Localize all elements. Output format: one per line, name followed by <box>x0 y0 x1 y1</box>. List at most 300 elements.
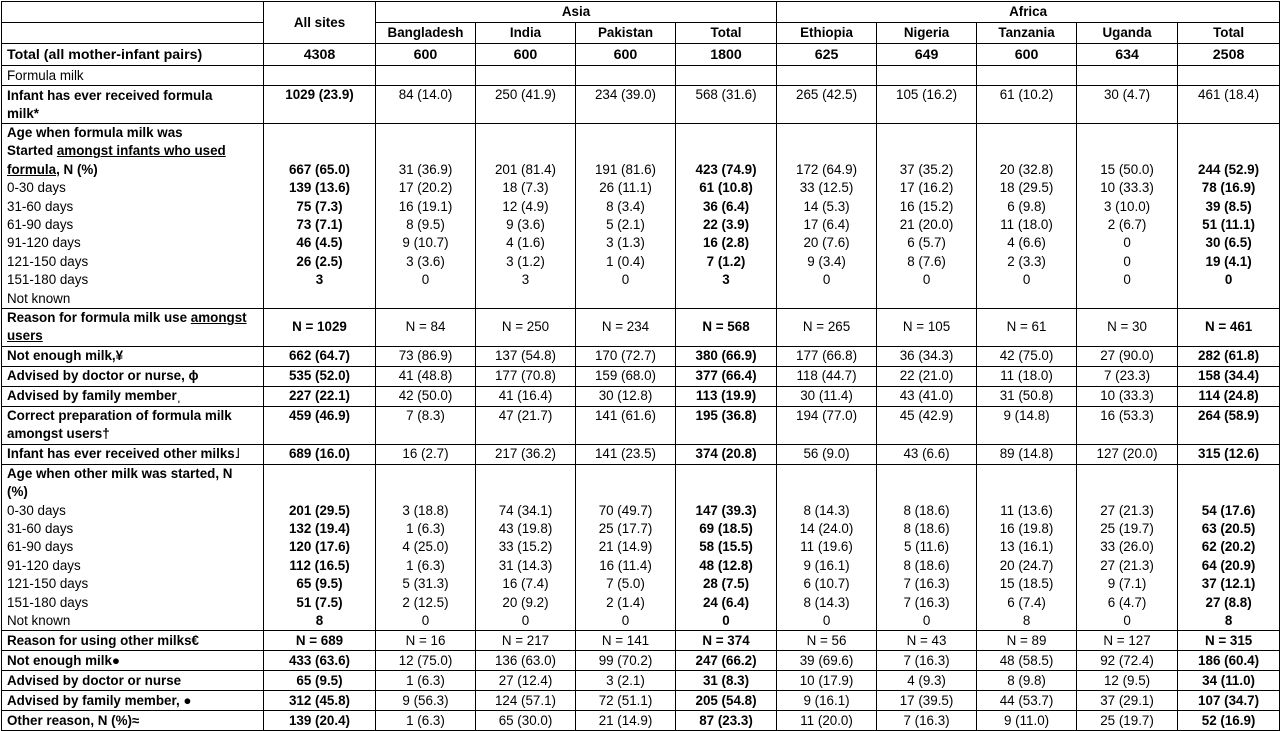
cell: N = 250 <box>476 308 576 346</box>
cell <box>476 464 576 631</box>
cell-line: 9 (3.6) <box>506 216 545 232</box>
cell-line: 31 (36.9) <box>398 161 453 177</box>
cell-line <box>782 290 871 308</box>
cell-line: 37 (12.1) <box>1201 576 1256 592</box>
cell-line: 8 (18.6) <box>903 557 950 573</box>
cell: 44 (53.7) <box>977 691 1077 711</box>
cell <box>1178 464 1280 631</box>
table-row <box>2 86 1280 124</box>
cell-line: 0 <box>1224 272 1233 288</box>
cell-line: 11 (19.6) <box>800 539 853 555</box>
col-pakistan: Pakistan <box>576 23 676 44</box>
cell: N = 127 <box>1077 631 1178 651</box>
cell-line: 17 (6.4) <box>803 216 850 232</box>
cell-line: 27 (8.8) <box>1205 594 1252 610</box>
cell-line: 7 (1.2) <box>706 253 746 269</box>
cell-line: 4 (1.6) <box>506 235 545 251</box>
cell: N = 568 <box>676 308 777 346</box>
cell-line: 3 <box>521 272 530 288</box>
formula-milk-table <box>1 1 1280 731</box>
cell-line: 6 (10.7) <box>803 576 850 592</box>
cell-line: 33 (12.5) <box>799 180 854 196</box>
cell: 41 (48.8) <box>376 366 476 386</box>
cell: 11 (20.0) <box>777 711 877 731</box>
cell: 10 (17.9) <box>777 671 877 691</box>
cell: 27 (12.4) <box>476 671 576 691</box>
cell: 177 (70.8) <box>476 366 576 386</box>
cell: 2508 <box>1178 44 1280 66</box>
cell-line: 0 <box>922 272 931 288</box>
cell: N = 89 <box>977 631 1077 651</box>
cell: 43 (6.6) <box>877 444 977 464</box>
cell: N = 461 <box>1178 308 1280 346</box>
cell: 461 (18.4) <box>1178 86 1280 124</box>
cell-line: 0 <box>1123 253 1131 269</box>
cell-line <box>581 290 670 308</box>
cell-line: 31 (14.3) <box>498 557 553 573</box>
cell-line: 36 (6.4) <box>702 198 750 214</box>
cell-line <box>681 290 771 308</box>
cell-line: 33 (26.0) <box>1100 539 1154 555</box>
cell <box>264 464 376 631</box>
cell: 7 (16.3) <box>877 711 977 731</box>
cell: 37 (29.1) <box>1077 691 1178 711</box>
cell: 9 (56.3) <box>376 691 476 711</box>
cell: 124 (57.1) <box>476 691 576 711</box>
row-label: Advised by family memberˌ <box>2 386 264 406</box>
cell-line: 27 (21.3) <box>1100 557 1154 573</box>
cell-line <box>269 290 370 308</box>
cell: 141 (23.5) <box>576 444 676 464</box>
cell-line: 0 <box>621 613 630 629</box>
col-tanzania: Tanzania <box>977 23 1077 44</box>
cell: N = 43 <box>877 631 977 651</box>
cell: 73 (86.9) <box>376 346 476 366</box>
cell: 380 (66.9) <box>676 346 777 366</box>
cell: 4308 <box>264 44 376 66</box>
cell-line: 2 (12.5) <box>402 594 449 610</box>
cell: 568 (31.6) <box>676 86 777 124</box>
cell: 84 (14.0) <box>376 86 476 124</box>
cell: 264 (58.9) <box>1178 406 1280 444</box>
cell-line: 7 (16.3) <box>903 576 950 592</box>
table-row <box>2 631 1280 651</box>
cell-line: 3 (18.8) <box>402 502 449 518</box>
cell-line: 20 (24.7) <box>999 557 1054 573</box>
cell-line: 8 <box>315 613 324 629</box>
cell-line: 0 <box>621 272 630 288</box>
cell: 136 (63.0) <box>476 651 576 671</box>
cell-line: 8 (18.6) <box>903 502 950 518</box>
cell-line: 423 (74.9) <box>695 161 757 177</box>
cell: 11 (18.0) <box>977 366 1077 386</box>
cell-line: 15 (50.0) <box>1100 161 1154 177</box>
col-uganda: Uganda <box>1077 23 1178 44</box>
cell: N = 30 <box>1077 308 1178 346</box>
cell-line: 5 (11.6) <box>903 539 950 555</box>
cell: 31 (8.3) <box>676 671 777 691</box>
cell: 65 (30.0) <box>476 711 576 731</box>
table-row <box>2 308 1280 346</box>
cell-line: 10 (33.3) <box>1100 180 1154 196</box>
cell-line <box>481 290 570 308</box>
cell: 39 (69.6) <box>777 651 877 671</box>
cell: N = 315 <box>1178 631 1280 651</box>
cell <box>576 464 676 631</box>
table-row <box>2 691 1280 711</box>
cell: 9 (14.8) <box>977 406 1077 444</box>
cell <box>1077 124 1178 309</box>
cell-line: 3 <box>315 272 324 288</box>
cell: 42 (50.0) <box>376 386 476 406</box>
cell-line: 0 <box>822 613 831 629</box>
row-label: Infant has ever received formula milk* <box>2 86 264 124</box>
cell-line: 7 (5.0) <box>606 576 645 592</box>
cell-line: 75 (7.3) <box>296 198 343 214</box>
cell-line: 191 (81.6) <box>594 161 657 177</box>
cell-line: 3 (1.2) <box>506 253 545 269</box>
cell: N = 689 <box>264 631 376 651</box>
cell <box>1178 124 1280 309</box>
cell: 48 (58.5) <box>977 651 1077 671</box>
row-label: Advised by doctor or nurse, ɸ <box>2 366 264 386</box>
row-label: Correct preparation of formula milk amongst users† <box>2 406 264 444</box>
cell-line: 37 (35.2) <box>899 161 954 177</box>
cell-line: 8 (7.6) <box>907 253 946 269</box>
cell-line: 16 (15.2) <box>899 198 954 214</box>
cell-line: 0 <box>822 272 831 288</box>
cell-line: 201 (81.4) <box>494 161 557 177</box>
cell-line: 120 (17.6) <box>288 539 351 555</box>
cell: 12 (9.5) <box>1077 671 1178 691</box>
cell-line <box>882 290 971 308</box>
cell-line: 51 (11.1) <box>1202 216 1255 232</box>
cell-line: 24 (6.4) <box>702 594 750 610</box>
cell-line: 26 (2.5) <box>296 253 343 269</box>
cell: N = 16 <box>376 631 476 651</box>
cell <box>676 464 777 631</box>
row-label: Not enough milk● <box>2 651 264 671</box>
cell <box>977 124 1077 309</box>
cell: 21 (14.9) <box>576 711 676 731</box>
cell: 52 (16.9) <box>1178 711 1280 731</box>
cell-line: 5 (2.1) <box>606 216 645 232</box>
cell-line: 16 (2.8) <box>702 235 750 251</box>
cell: 72 (51.1) <box>576 691 676 711</box>
cell-line: 16 (19.1) <box>398 198 453 214</box>
cell-line: 25 (17.7) <box>598 521 653 537</box>
row-label: Age when other milk was started, N (%) 0-30 days 31-60 days 61-90 days 91-120 days 121-150 days 151-180 days Not known <box>2 464 264 631</box>
section-title: Formula milk <box>2 66 264 86</box>
row-label: Not enough milk,¥ <box>2 346 264 366</box>
cell-line: 0 <box>722 613 730 629</box>
cell-line: 9 (3.4) <box>807 253 846 269</box>
table-row <box>2 651 1280 671</box>
cell: 16 (53.3) <box>1077 406 1178 444</box>
cell: 227 (22.1) <box>264 386 376 406</box>
cell-line: 74 (34.1) <box>498 502 553 518</box>
cell-line: 51 (7.5) <box>296 594 343 610</box>
cell-line: 11 (18.0) <box>1000 216 1053 232</box>
cell-line: 1 (6.3) <box>406 521 445 537</box>
cell-line: 8 <box>1022 613 1031 629</box>
row-label: Advised by doctor or nurse <box>2 671 264 691</box>
cell: N = 61 <box>977 308 1077 346</box>
cell: 600 <box>576 44 676 66</box>
cell: 4 (9.3) <box>877 671 977 691</box>
col-africa-total: Total <box>1178 23 1280 44</box>
col-ethiopia: Ethiopia <box>777 23 877 44</box>
cell: 250 (41.9) <box>476 86 576 124</box>
row-label: Advised by family member, ● <box>2 691 264 711</box>
cell-line: 16 (19.8) <box>999 521 1054 537</box>
cell: 159 (68.0) <box>576 366 676 386</box>
table-row <box>2 346 1280 366</box>
cell: 265 (42.5) <box>777 86 877 124</box>
cell-line: 0 <box>1123 235 1131 251</box>
cell-line: 14 (24.0) <box>799 521 854 537</box>
cell: 649 <box>877 44 977 66</box>
cell: 600 <box>977 44 1077 66</box>
cell-line: 139 (13.6) <box>288 180 351 196</box>
cell-line: 78 (16.9) <box>1201 180 1256 196</box>
cell: 377 (66.4) <box>676 366 777 386</box>
cell: 56 (9.0) <box>777 444 877 464</box>
col-bangladesh: Bangladesh <box>376 23 476 44</box>
cell-line: 61 (10.8) <box>699 180 753 196</box>
cell: 105 (16.2) <box>877 86 977 124</box>
cell: 535 (52.0) <box>264 366 376 386</box>
cell-line: 667 (65.0) <box>288 161 351 177</box>
cell: 30 (11.4) <box>777 386 877 406</box>
cell-line: 0 <box>1022 272 1031 288</box>
cell-line: 13 (16.1) <box>999 539 1054 555</box>
cell-line: 244 (52.9) <box>1198 161 1260 177</box>
cell: N = 234 <box>576 308 676 346</box>
cell-line: 6 (7.4) <box>1007 594 1046 610</box>
cell: 158 (34.4) <box>1178 366 1280 386</box>
cell-line: 201 (29.5) <box>288 502 351 518</box>
cell: 312 (45.8) <box>264 691 376 711</box>
cell-line: 14 (5.3) <box>803 198 850 214</box>
cell-line: 20 (9.2) <box>502 594 549 610</box>
cell: 12 (75.0) <box>376 651 476 671</box>
cell: 30 (12.8) <box>576 386 676 406</box>
cell-line: 25 (19.7) <box>1100 521 1154 537</box>
cell: 61 (10.2) <box>977 86 1077 124</box>
table-row <box>2 671 1280 691</box>
cell: 194 (77.0) <box>777 406 877 444</box>
cell <box>576 124 676 309</box>
cell-line: 39 (8.5) <box>1205 198 1252 214</box>
cell-line: 9 (7.1) <box>1107 576 1147 592</box>
cell <box>264 124 376 309</box>
cell-line: 8 (9.5) <box>406 216 445 232</box>
cell: 41 (16.4) <box>476 386 576 406</box>
cell-line: 62 (20.2) <box>1201 539 1256 555</box>
cell: 315 (12.6) <box>1178 444 1280 464</box>
cell: 16 (2.7) <box>376 444 476 464</box>
cell <box>777 124 877 309</box>
cell: 31 (50.8) <box>977 386 1077 406</box>
group-asia: Asia <box>376 2 777 23</box>
cell-line: 64 (20.9) <box>1201 557 1256 573</box>
cell: N = 56 <box>777 631 877 651</box>
cell: 689 (16.0) <box>264 444 376 464</box>
corner-cell-2 <box>2 23 264 44</box>
cell: 139 (20.4) <box>264 711 376 731</box>
table-row <box>2 386 1280 406</box>
cell-line <box>1183 290 1274 308</box>
cell-line: 0 <box>1123 272 1131 288</box>
table-row <box>2 406 1280 444</box>
cell: 87 (23.3) <box>676 711 777 731</box>
cell <box>676 124 777 309</box>
cell-line: 6 (4.7) <box>1107 594 1147 610</box>
cell: 8 (9.8) <box>977 671 1077 691</box>
cell: 374 (20.8) <box>676 444 777 464</box>
cell <box>376 124 476 309</box>
cell-line: 3 (1.3) <box>606 235 645 251</box>
cell: 47 (21.7) <box>476 406 576 444</box>
cell-line: 172 (64.9) <box>796 161 858 177</box>
cell-line: 3 (3.6) <box>406 253 445 269</box>
cell-line: 8 (14.3) <box>803 594 850 610</box>
cell: 30 (4.7) <box>1077 86 1178 124</box>
age-other-block <box>2 464 1280 631</box>
cell-line: 20 (7.6) <box>803 235 850 251</box>
cell-line: 65 (9.5) <box>296 576 343 592</box>
cell: 99 (70.2) <box>576 651 676 671</box>
cell: 43 (41.0) <box>877 386 977 406</box>
cell-line: 19 (4.1) <box>1205 253 1252 269</box>
cell: 36 (34.3) <box>877 346 977 366</box>
cell: 433 (63.6) <box>264 651 376 671</box>
cell-line: 112 (16.5) <box>289 557 350 573</box>
total-row <box>2 44 1280 66</box>
cell: 10 (33.3) <box>1077 386 1178 406</box>
cell: 600 <box>476 44 576 66</box>
cell: 3 (2.1) <box>576 671 676 691</box>
cell: 9 (11.0) <box>977 711 1077 731</box>
cell-line: 8 (18.6) <box>903 521 950 537</box>
cell-line <box>1082 290 1172 308</box>
cell: 141 (61.6) <box>576 406 676 444</box>
cell-line: 43 (19.8) <box>498 521 553 537</box>
cell: 625 <box>777 44 877 66</box>
cell-line <box>381 290 470 308</box>
cell: 1029 (23.9) <box>264 86 376 124</box>
row-label: Total (all mother-infant pairs) <box>2 44 264 66</box>
col-nigeria: Nigeria <box>877 23 977 44</box>
col-india: India <box>476 23 576 44</box>
cell-line: 2 (6.7) <box>1107 216 1147 232</box>
cell: 662 (64.7) <box>264 346 376 366</box>
cell: 65 (9.5) <box>264 671 376 691</box>
cell-line: 26 (11.1) <box>599 180 652 196</box>
cell-line: 147 (39.3) <box>695 502 757 518</box>
cell <box>476 124 576 309</box>
cell: 217 (36.2) <box>476 444 576 464</box>
cell-line: 4 (6.6) <box>1007 235 1046 251</box>
cell-line: 4 (25.0) <box>402 539 449 555</box>
age-formula-block <box>2 124 1280 309</box>
cell-line: 17 (20.2) <box>398 180 453 196</box>
cell-line: 27 (21.3) <box>1100 502 1154 518</box>
cell: N = 1029 <box>264 308 376 346</box>
cell-line: 63 (20.5) <box>1201 521 1256 537</box>
cell-line: 8 <box>1224 613 1233 629</box>
cell: 89 (14.8) <box>977 444 1077 464</box>
cell: 7 (23.3) <box>1077 366 1178 386</box>
cell: 92 (72.4) <box>1077 651 1178 671</box>
cell-line: 6 (5.7) <box>907 235 946 251</box>
row-label: Infant has ever received other milks˩ <box>2 444 264 464</box>
group-africa: Africa <box>777 2 1280 23</box>
cell: 107 (34.7) <box>1178 691 1280 711</box>
cell-line: 54 (17.6) <box>1201 502 1256 518</box>
cell-line: 20 (32.8) <box>999 161 1054 177</box>
cell: 17 (39.5) <box>877 691 977 711</box>
cell-line: 0 <box>1123 613 1131 629</box>
cell-line: 3 <box>722 272 730 288</box>
section-row-formula <box>2 66 1280 86</box>
cell <box>877 124 977 309</box>
row-label: Reason for formula milk use amongst users <box>2 308 264 346</box>
cell-line: 70 (49.7) <box>598 502 653 518</box>
cell: 118 (44.7) <box>777 366 877 386</box>
cell: 634 <box>1077 44 1178 66</box>
col-all-sites: All sites <box>264 2 376 44</box>
cell: 7 (8.3) <box>376 406 476 444</box>
cell: 186 (60.4) <box>1178 651 1280 671</box>
cell-line: 8 (3.4) <box>606 198 645 214</box>
cell: 600 <box>376 44 476 66</box>
cell-line: 7 (16.3) <box>903 594 950 610</box>
cell-line: 1 (0.4) <box>606 253 645 269</box>
table-row <box>2 444 1280 464</box>
cell-line: 16 (7.4) <box>502 576 549 592</box>
cell: N = 374 <box>676 631 777 651</box>
cell-line: 6 (9.8) <box>1007 198 1046 214</box>
cell <box>777 464 877 631</box>
cell-line: 21 (20.0) <box>899 216 954 232</box>
cell-line: 17 (16.2) <box>899 180 954 196</box>
cell-line: 18 (29.5) <box>999 180 1054 196</box>
cell: 1 (6.3) <box>376 711 476 731</box>
cell-line: 9 (16.1) <box>803 557 850 573</box>
cell: N = 84 <box>376 308 476 346</box>
cell: 45 (42.9) <box>877 406 977 444</box>
cell: 22 (21.0) <box>877 366 977 386</box>
cell: 127 (20.0) <box>1077 444 1178 464</box>
table-row <box>2 366 1280 386</box>
cell-line: 0 <box>421 272 430 288</box>
cell: 170 (72.7) <box>576 346 676 366</box>
cell: 1 (6.3) <box>376 671 476 691</box>
cell: 177 (66.8) <box>777 346 877 366</box>
col-asia-total: Total <box>676 23 777 44</box>
cell: 42 (75.0) <box>977 346 1077 366</box>
cell-line: 5 (31.3) <box>402 576 449 592</box>
cell <box>1077 464 1178 631</box>
row-label: Age when formula milk was Started amongst infants who used formula, N (%) 0-30 days 31-60 days 61-90 days 91-120 days 121-150 days 151-180 days Not known <box>2 124 264 309</box>
cell-line: 9 (10.7) <box>402 235 449 251</box>
cell-line: 3 (10.0) <box>1103 198 1151 214</box>
cell-line: 0 <box>922 613 931 629</box>
cell-line: 48 (12.8) <box>699 557 753 573</box>
cell: 114 (24.8) <box>1178 386 1280 406</box>
